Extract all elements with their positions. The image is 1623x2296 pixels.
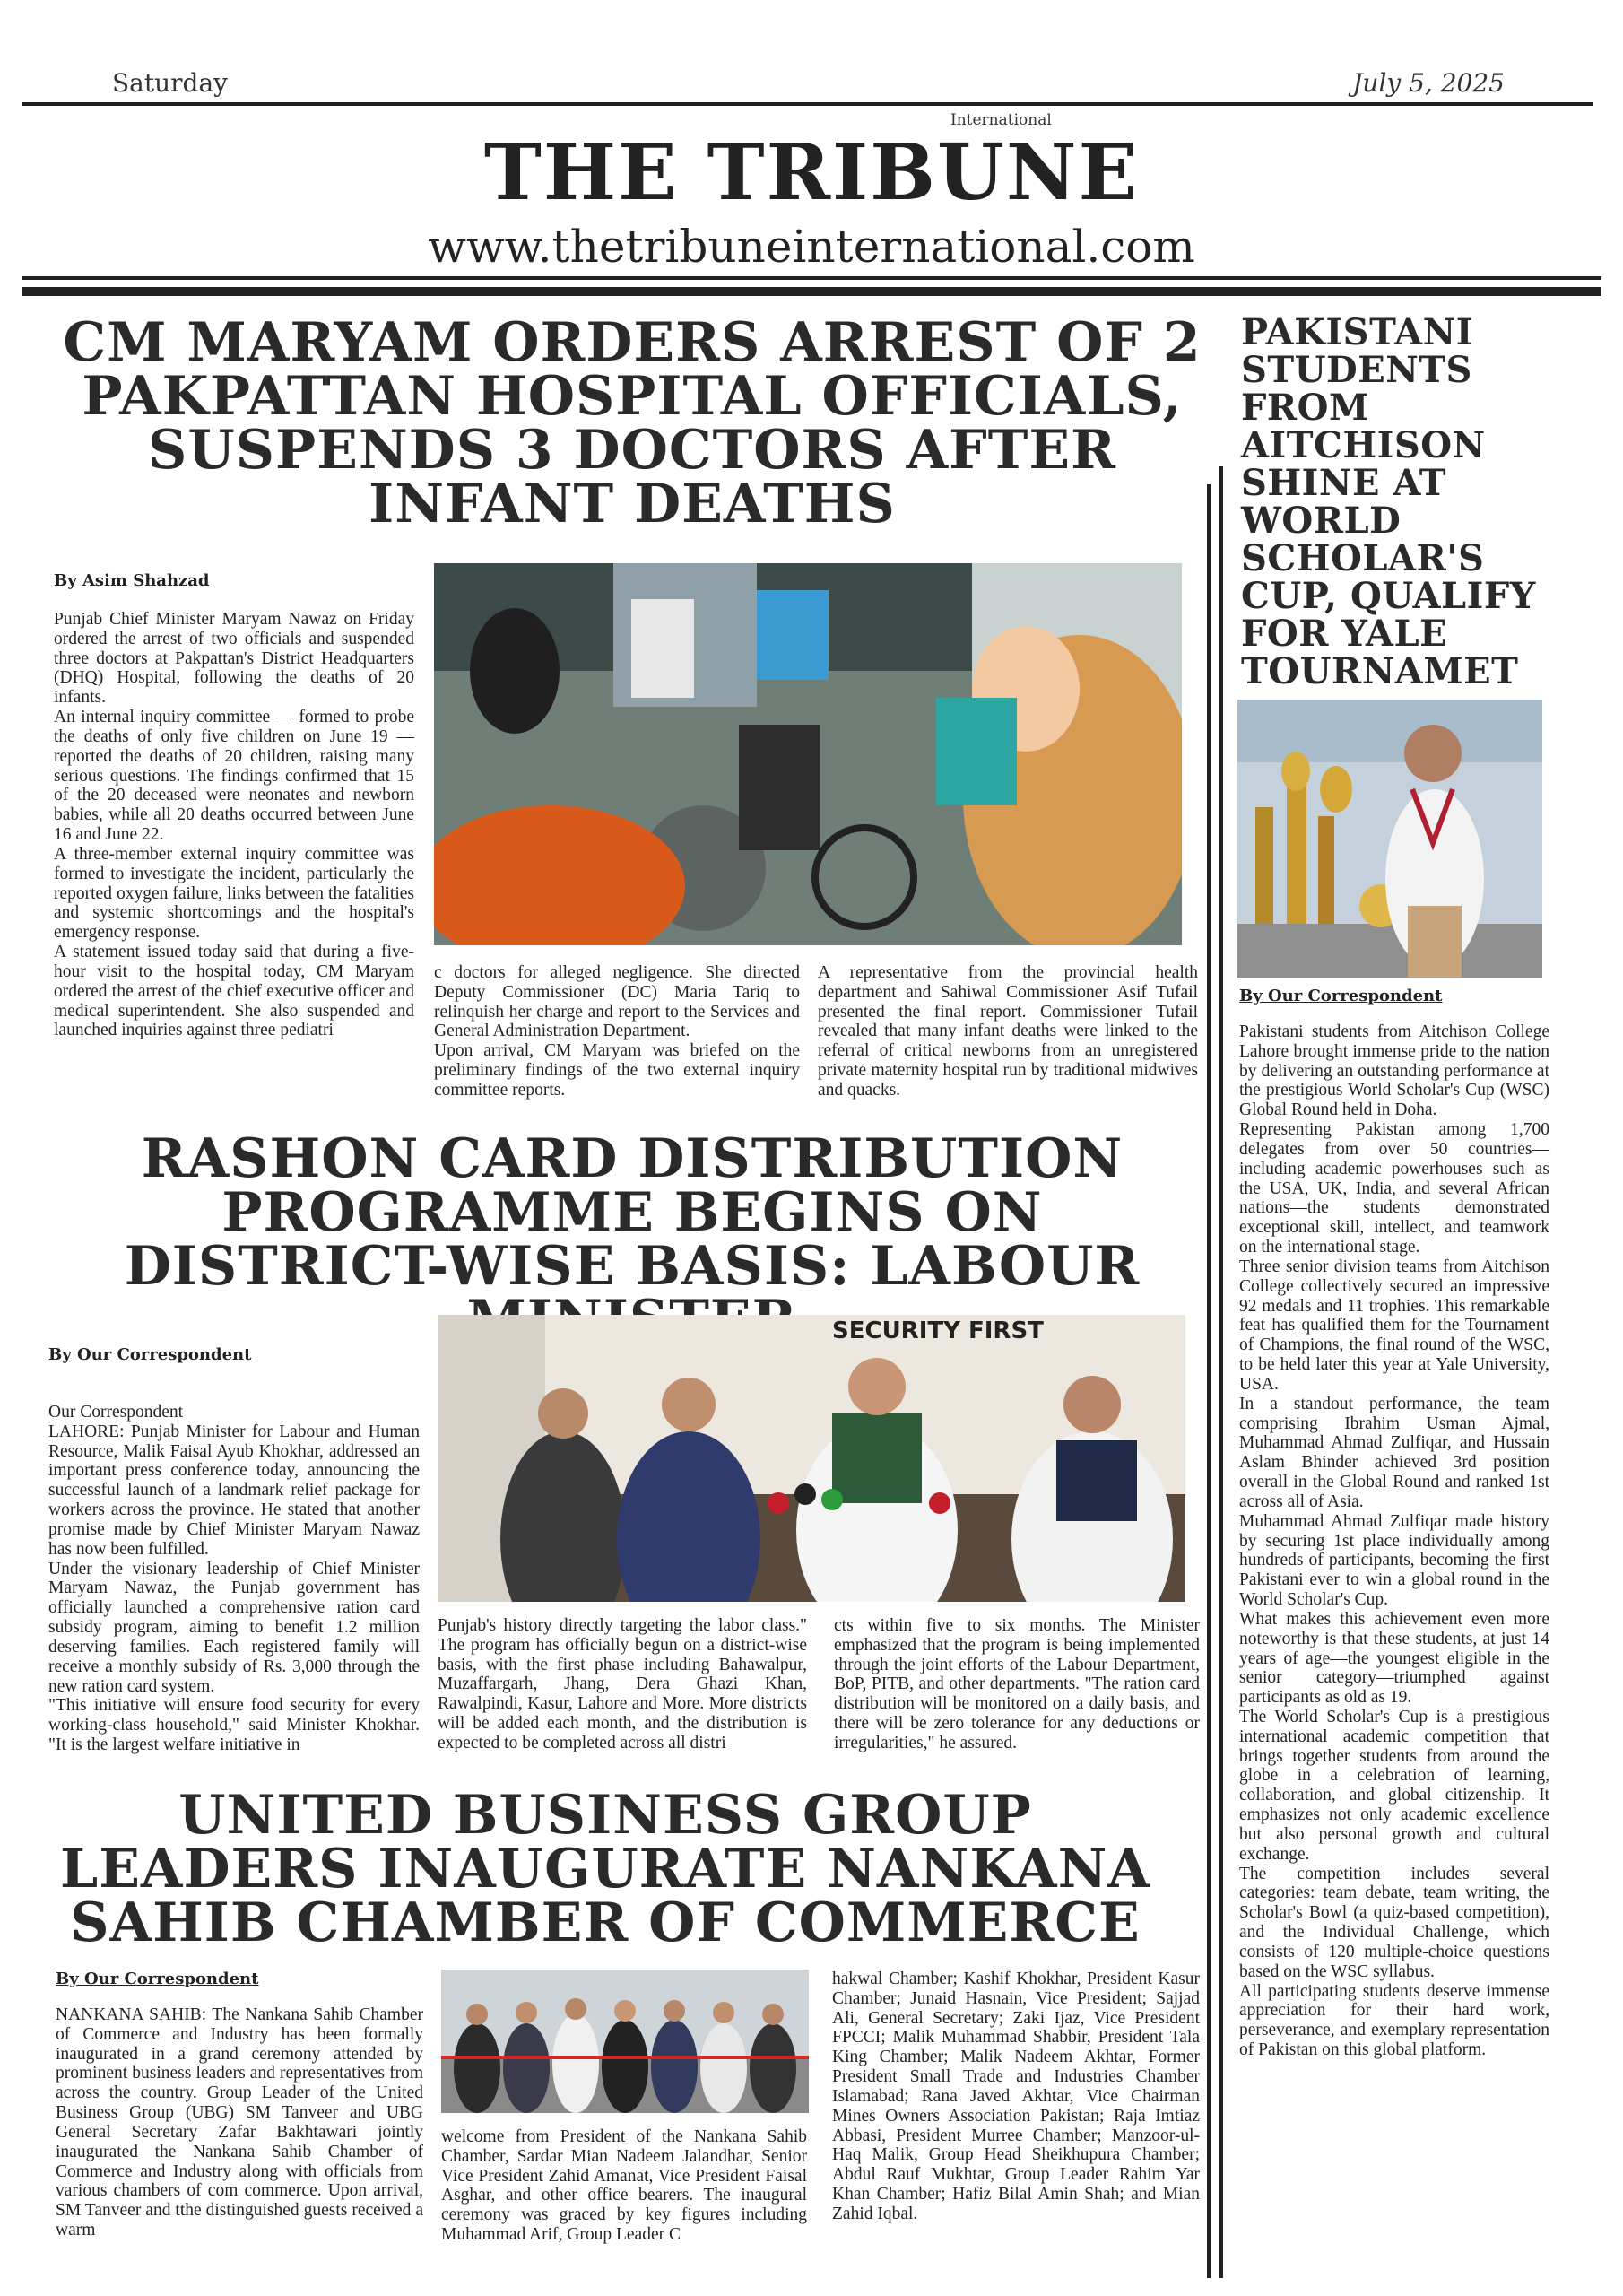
article1-photo	[434, 563, 1182, 945]
article2-col1-p4: "This initiative will ensure food security for every working-class household," said Minister Khokhar. "It is the largest welfare initiative in	[48, 1696, 420, 1755]
article3-col3-p1: hakwal Chamber; Kashif Khokhar, President Kasur Chamber; Junaid Hasnain, Vice President; Sajjad Ali, General Secretary; Zaki Ijaz, Vice President FPCCI; Malik Muhammad Shabbir, President Tala King Chamber; Malik Nadeem Akhtar, Former President Small Trade and Industries Chamber Islamabad; Rana Javed Akhtar, Vice Chairman Mines Owners Association Pakistan; Raja Imtiaz Abbasi, President Murree Chamber; Manzoor-ul-Haq Malik, Group Head Sheikhupura Chamber; Abdul Rauf Mukhtar, Group Leader Rahim Yar Khan Chamber; Hafiz Bilal Amin Shah; and Mian Zahid Iqbal.	[832, 1970, 1200, 2223]
sidebar-p9: All participating students deserve immense appreciation for their hard work, perseverance, and exemplary representation of Pakistan on this global platform.	[1239, 1981, 1549, 2060]
article2-column-1	[48, 1403, 420, 1755]
article2-col3-p1: cts within five to six months. The Minister emphasized that the program is being implemented through the joint efforts of the Labour Department, BoP, PITB, and other departments. "The ration card distribution will be monitored on a daily basis, and there will be zero tolerance for any deductions or irregularities," he assured.	[834, 1616, 1200, 1752]
masthead-rule-1	[22, 276, 1601, 280]
sidebar-headline: PAKISTANI STUDENTS FROM AITCHISON SHINE AT WORLD SCHOLAR'S CUP, QUALIFY FOR YALE TOURNAMET	[1241, 311, 1536, 692]
sidebar-p3: Three senior division teams from Aitchison College collectively secured an impressive 92 medals and 11 trophies. This remarkable feat has qualified them for the Tournament of Champions, the final round of the WSC, to be held later this year at Yale University, USA.	[1239, 1257, 1549, 1394]
article2-column-3	[834, 1616, 1200, 1753]
article1-headline: CM MARYAM ORDERS ARREST OF 2 PAKPATTAN HOSPITAL OFFICIALS, SUSPENDS 3 DOCTORS AFTER INFANT DEATHS	[63, 311, 1202, 535]
sidebar-divider-outer	[1207, 484, 1211, 2278]
sidebar-p7: The World Scholar's Cup is a prestigious international academic competition that brings together students from around the globe in a celebration of learning, collaboration, and global citizenship. It emphasizes not only academic excellence but also personal growth and cultural exchange.	[1239, 1707, 1549, 1864]
sidebar-p2: Representing Pakistan among 1,700 delegates from over 50 countries—including academic powerhouses such as the USA, UK, India, and several African nations—the students demonstrated exceptional skill, intellect, and teamwork on the international stage.	[1239, 1120, 1549, 1257]
article2-col2-p1: Punjab's history directly targeting the labor class." The program has officially begun on a district-wise basis, with the first phase including Bahawalpur, Muzaffargarh, Jhang, Dera Ghazi Khan, Rawalpindi, Kasur, Lahore and More. More districts will be added each month, and the distribution is expected to be completed across all distri	[438, 1616, 807, 1752]
issue-date: July 5, 2025	[1352, 68, 1505, 98]
article1-column-3	[818, 963, 1198, 1100]
article3-photo	[441, 1970, 809, 2113]
article2-photo	[438, 1315, 1185, 1602]
article2-byline: By Our Correspondent	[48, 1345, 252, 1364]
article1-col1-p1: Punjab Chief Minister Maryam Nawaz on Friday ordered the arrest of two officials and suspended three doctors at Pakpattan's District Headquarters (DHQ) Hospital, following the deaths of 20 infants.	[54, 610, 414, 708]
article2-headline: RASHON CARD DISTRIBUTION PROGRAMME BEGINS ON DISTRICT-WISE BASIS: LABOUR	[124, 1127, 1141, 1298]
article1-column-1	[54, 610, 414, 1040]
article2-column-2	[438, 1616, 807, 1753]
photo-press-conference	[438, 1315, 1185, 1602]
article1-col2-p1: c doctors for alleged negligence. She directed Deputy Commissioner (DC) Maria Tariq to relinquish her charge and report to the Services and General Administration Department.	[434, 963, 800, 1041]
photo-banner-text: SECURITY FIRST	[832, 1318, 1044, 1344]
masthead-rule-2	[22, 287, 1601, 296]
article3-column-2	[441, 2127, 807, 2245]
article3-col2-p1: welcome from President of the Nankana Sahib Chamber, Sardar Mian Nadeem Jalandhar, Senior Vice President Zahid Amanat, Vice President Faisal Asghar, and other office bearers. The inaugural ceremony was graced by key figures including Muhammad Arif, Group Leader C	[441, 2127, 807, 2245]
article1-col1-p3: A three-member external inquiry committee was formed to investigate the incident, particularly the reported oxygen failure, links between the fatalities and systemic shortcomings and the hospital's emergency response.	[54, 844, 414, 943]
article3-column-3	[832, 1970, 1200, 2224]
article2-col1-p3: Under the visionary leadership of Chief Minister Maryam Nawaz, the Punjab government has officially launched a comprehensive ration card subsidy program, aiming to benefit 1.2 million deserving families. Each registered family will receive a monthly subsidy of Rs. 3,000 through the new ration card system.	[48, 1559, 420, 1696]
international-label: International	[950, 111, 1052, 129]
sidebar-p5: Muhammad Ahmad Zulfiqar made history by securing 1st place individually among hundreds of participants, becoming the first Pakistani ever to win a global round in the World Scholar's Cup.	[1239, 1511, 1549, 1610]
masthead-top-rule	[22, 102, 1593, 106]
article3-byline: By Our Correspondent	[56, 1970, 259, 1988]
sidebar-p4: In a standout performance, the team comprising Ibrahim Usman Ajmal, Muhammad Ahmad Zulfiqar, and Hussain Aslam Bhinder achieved 3rd position overall in the Global Round and ranked 1st across all of Asia.	[1239, 1394, 1549, 1511]
photo-ribbon-cutting	[441, 1970, 809, 2113]
article1-col3-p1: A representative from the provincial health department and Sahiwal Commissioner Asif Tufail presented the final report. Commissioner Tufail revealed that many infant deaths were linked to the referral of critical newborns from an unregistered private maternity hospital run by traditional midwives and quacks.	[818, 963, 1198, 1100]
article1-byline: By Asim Shahzad	[54, 571, 210, 590]
article3-col1-p1: NANKANA SAHIB: The Nankana Sahib Chamber of Commerce and Industry has been formally inaugurated in a grand ceremony attended by prominent business leaders and representatives from across the country. Group Leader of the United Business Group (UBG) SM Tanveer and UBG General Secretary Zafar Bakhtawari jointly inaugurated the Nankana Sahib Chamber of Commerce and Industry along with officials from various chambers of com commerce. Upon arrival, SM Tanveer and tthe distinguished guests received a warm	[56, 2005, 423, 2240]
sidebar-p1: Pakistani students from Aitchison College Lahore brought immense pride to the nation by delivering an outstanding performance at the prestigious World Scholar's Cup (WSC) Global Round held in Doha.	[1239, 1022, 1549, 1120]
sidebar-byline: By Our Correspondent	[1239, 987, 1443, 1005]
article1-col1-p4: A statement issued today said that during a five-hour visit to the hospital today, CM Maryam ordered the arrest of the chief executive officer and medical superintendent. She also suspended and launched inquiries against three pediatri	[54, 943, 414, 1040]
article3-headline: UNITED BUSINESS GROUP LEADERS INAUGURATE NANKANA SAHIB CHAMBER OF COMMERCE	[60, 1784, 1150, 1954]
sidebar-photo	[1237, 700, 1542, 978]
sidebar-body	[1239, 1022, 1549, 2060]
newspaper-name: THE TRIBUNE	[483, 127, 1140, 218]
photo-student-trophies	[1237, 700, 1542, 978]
newspaper-website: www.thetribuneinternational.com	[428, 221, 1195, 273]
article3-column-1	[56, 2005, 423, 2240]
article2-col1-p1: Our Correspondent	[48, 1403, 184, 1422]
photo-hospital-visit	[434, 563, 1182, 945]
issue-day: Saturday	[112, 68, 228, 98]
sidebar-p8: The competition includes several categories: team debate, team writing, the Scholar's Bowl (a quiz-based competition), and the Individual Challenge, which consists of 120 multiple-choice questions based on the WSC syllabus.	[1239, 1864, 1549, 1981]
sidebar-p6: What makes this achievement even more noteworthy is that these students, at just 14 years of age—the youngest eligible in the senior category—triumphed against participants as old as 19.	[1239, 1609, 1549, 1708]
sidebar-divider-inner	[1219, 466, 1223, 2278]
article1-col2-p2: Upon arrival, CM Maryam was briefed on the preliminary findings of the two external inquiry committee reports.	[434, 1041, 800, 1100]
article1-column-2	[434, 963, 800, 1100]
article2-col1-p2: LAHORE: Punjab Minister for Labour and Human Resource, Malik Faisal Ayub Khokhar, addressed an important press conference today, announcing the successful launch of a landmark relief package for workers across the province. He stated that another promise made by Chief Minister Maryam Nawaz has now been fulfilled.	[48, 1422, 420, 1559]
article1-col1-p2: An internal inquiry committee — formed to probe the deaths of only five children on June 19 — reported the deaths of 20 children, raising many serious questions. The findings confirmed that 15 of the 20 deceased were neonates and newborn babies, while all 20 deaths occurred between June 16 and June 22.	[54, 708, 414, 845]
